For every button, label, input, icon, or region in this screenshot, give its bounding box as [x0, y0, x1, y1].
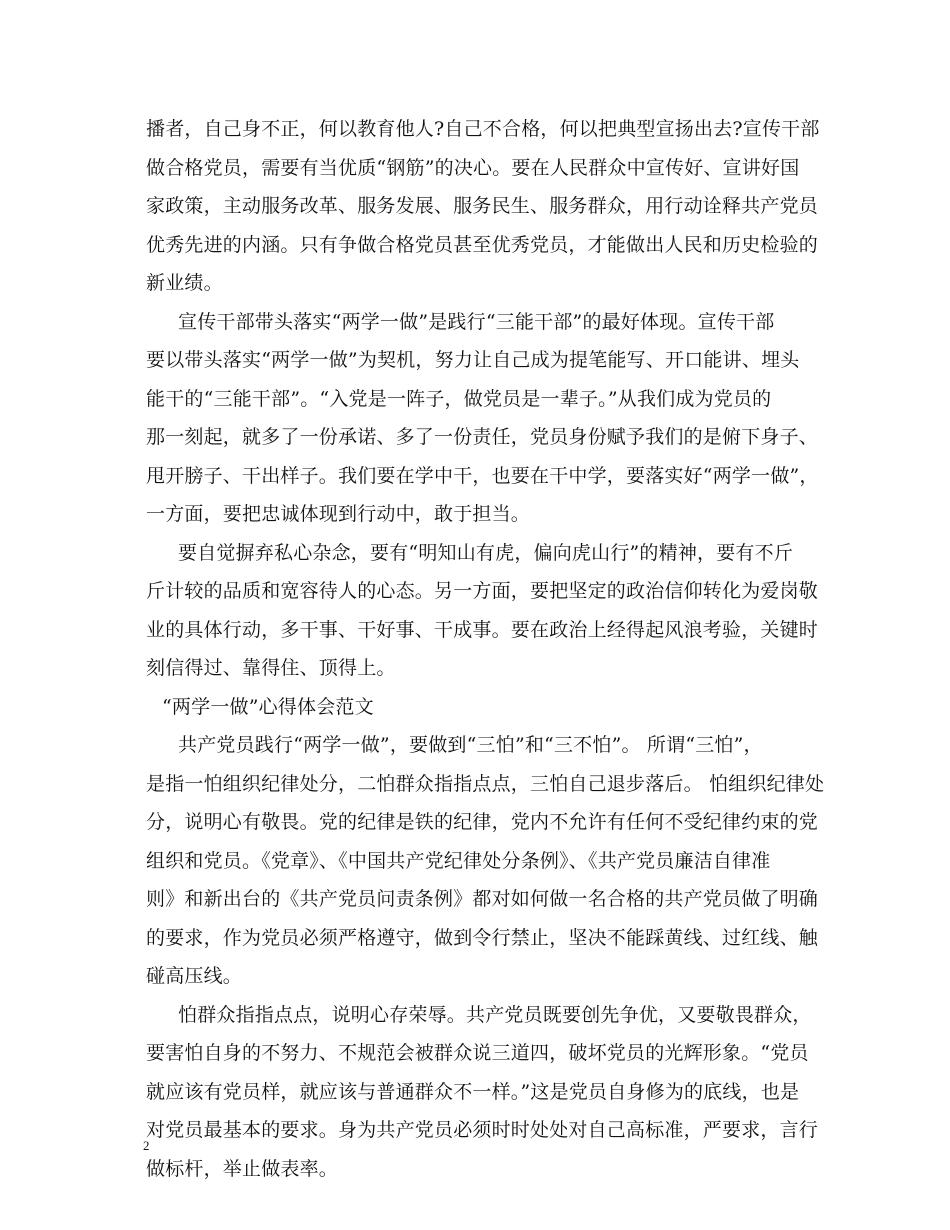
- page-number: 2: [143, 1138, 150, 1153]
- text-line: 对党员最基本的要求。身为共产党员必须时时处处对自己高标准，严要求，言行: [146, 1119, 819, 1141]
- text-line: 要害怕自身的不努力、不规范会被群众说三道四，破坏党员的光辉形象。“党员: [146, 1042, 809, 1064]
- text-line: 新业绩。: [146, 272, 223, 294]
- text-line: 要自觉摒弃私心杂念，要有“明知山有虎，偏向虎山行”的精神，要有不斤: [178, 542, 794, 564]
- text-line: 甩开膀子、干出样子。我们要在学中干，也要在干中学，要落实好“两学一做”，: [146, 465, 819, 487]
- section-title: “两学一做”心得体会范文: [162, 696, 374, 718]
- text-line: 刻信得过、靠得住、顶得上。: [146, 657, 396, 679]
- text-line: 则》和新出台的《共产党员问责条例》都对如何做一名合格的共产党员做了明确: [146, 888, 819, 910]
- text-line: 能干的“三能干部”。“入党是一阵子，做党员是一辈子。”从我们成为党员的: [146, 388, 772, 410]
- text-line: 碰高压线。: [146, 965, 243, 987]
- text-line: 做标杆，举止做表率。: [146, 1158, 339, 1180]
- text-line: 宣传干部带头落实“两学一做”是践行“三能干部”的最好体现。宣传干部: [178, 311, 775, 333]
- text-line: 共产党员践行“两学一做”，要做到“三怕”和“三不怕”。 所谓“三怕”，: [178, 734, 763, 756]
- text-line: 要以带头落实“两学一做”为契机，努力让自己成为提笔能写、开口能讲、埋头: [146, 349, 800, 371]
- text-line: 做合格党员，需要有当优质“钢筋”的决心。要在人民群众中宣传好、宣讲好国: [146, 157, 800, 179]
- text-line: 那一刻起，就多了一份承诺、多了一份责任，党员身份赋予我们的是俯下身子、: [146, 426, 819, 448]
- text-line: 播者，自己身不正，何以教育他人?自己不合格，何以把典型宣扬出去?宣传干部: [146, 118, 820, 140]
- text-line: 组织和党员。《党章》、《中国共产党纪律处分条例》、《共产党员廉洁自律准: [146, 850, 771, 872]
- text-line: 的要求，作为党员必须严格遵守，做到令行禁止，坚决不能踩黄线、过红线、触: [146, 927, 819, 949]
- text-line: 业的具体行动，多干事、干好事、干成事。要在政治上经得起风浪考验，关键时: [146, 619, 819, 641]
- text-line: 就应该有党员样，就应该与普通群众不一样。”这是党员自身修为的底线，也是: [146, 1081, 800, 1103]
- text-line: 分，说明心有敬畏。党的纪律是铁的纪律，党内不允许有任何不受纪律约束的党: [146, 811, 819, 833]
- text-line: 优秀先进的内涵。只有争做合格党员甚至优秀党员，才能做出人民和历史检验的: [146, 234, 819, 256]
- text-line: 怕群众指指点点，说明心存荣辱。共产党员既要创先争优，又要敬畏群众，: [178, 1004, 812, 1026]
- text-line: 家政策，主动服务改革、服务发展、服务民生、服务群众，用行动诠释共产党员: [146, 195, 819, 217]
- text-line: 一方面，要把忠诚体现到行动中，敢于担当。: [146, 503, 531, 525]
- text-line: 斤计较的品质和宽容待人的心态。另一方面，要把坚定的政治信仰转化为爱岗敬: [146, 580, 819, 602]
- text-line: 是指一怕组织纪律处分，二怕群众指指点点，三怕自己退步落后。 怕组织纪律处: [146, 773, 825, 795]
